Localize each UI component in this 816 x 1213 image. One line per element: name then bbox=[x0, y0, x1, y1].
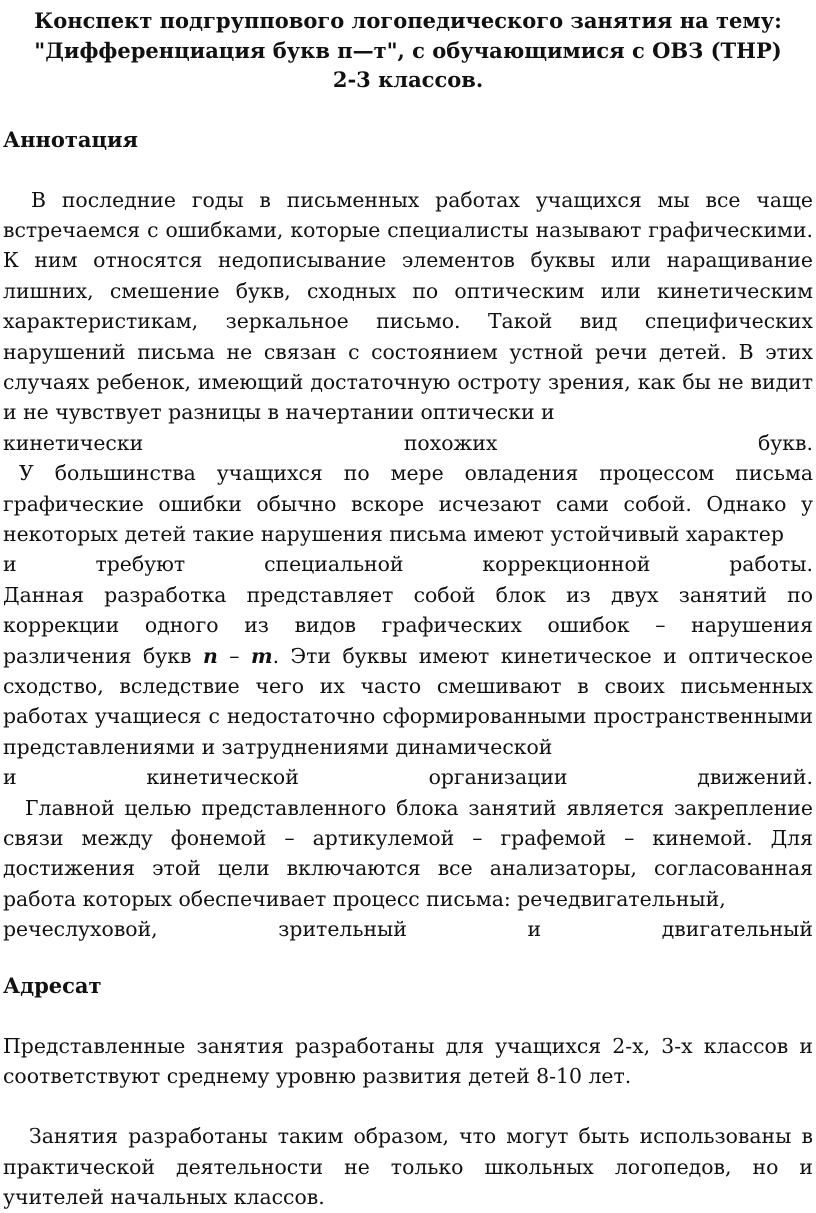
section-heading-annotation: Аннотация bbox=[3, 126, 139, 152]
word: специальной bbox=[264, 552, 404, 577]
word: и bbox=[527, 917, 542, 942]
annotation-paragraph-3-last-line bbox=[3, 762, 813, 792]
annotation-paragraph-2-last-line bbox=[3, 549, 813, 579]
word: похожих bbox=[403, 430, 498, 455]
section-heading-adresat: Адресат bbox=[3, 972, 102, 998]
word: коррекционной bbox=[482, 552, 651, 577]
annotation-paragraph-2 bbox=[3, 458, 813, 549]
annotation-paragraph-1 bbox=[3, 185, 813, 428]
word: кинетически bbox=[3, 430, 144, 455]
letter-p: п bbox=[202, 643, 218, 668]
letter-dash: – bbox=[229, 643, 240, 668]
annotation-paragraph-4 bbox=[3, 793, 813, 915]
adresat-paragraph-2: Занятия разработаны таким образом, что могут быть использованы в практической деятельности не только школьных логопедов, но и учителей начальных классов. bbox=[3, 1124, 813, 1210]
word: и bbox=[3, 765, 17, 790]
word: и bbox=[3, 552, 17, 577]
word: организации bbox=[428, 765, 568, 790]
annotation-paragraph-4-text: Главной целью представленного блока занятий является закрепление связи между фонемой – артикулемой – графемой – кинемой. Для достижения этой цели включаются все анализаторы, согласованная работа которых обеспечивает процесс письма: речедвигательный, bbox=[3, 795, 813, 911]
annotation-paragraph-4-last-line bbox=[3, 914, 813, 944]
document-title: Конспект подгруппового логопедического занятия на тему: "Дифференциация букв п—т", с обучающимися с ОВЗ (ТНР) 2-3 классов. bbox=[34, 8, 782, 92]
annotation-paragraph-1-last-line bbox=[3, 428, 813, 458]
word: работы. bbox=[729, 552, 813, 577]
annotation-paragraph-3-text-start: Данная разработка представляет собой блок из двух занятий по коррекции одного из видов графических ошибок – нарушения различения букв bbox=[3, 582, 813, 668]
word: зрительный bbox=[278, 917, 407, 942]
word: речеслуховой, bbox=[3, 917, 158, 942]
annotation-paragraph-3-text-end: . Эти буквы имеют кинетическое и оптическое сходство, вследствие чего их часто смешивают в своих письменных работах учащиеся с недостаточно сформированными пространственными представлениями и затруднениями динамической bbox=[3, 643, 814, 759]
annotation-paragraph-2-text: У большинства учащихся по мере овладения процессом письма графические ошибки обычно вскоре исчезают сами собой. Однако у некоторых детей такие нарушения письма имеют устойчивый характер bbox=[3, 461, 813, 546]
word: букв. bbox=[758, 430, 813, 455]
annotation-paragraph-3 bbox=[3, 580, 813, 762]
word: требуют bbox=[95, 552, 186, 577]
annotation-paragraph-1-text: В последние годы в письменных работах учащихся мы все чаще встречаемся с ошибками, которые специалисты называют графическими. К ним относятся недописывание элементов буквы или наращивание лишних, смешение букв, сходных по оптическим или кинетическим характеристикам, зеркальное письмо. Такой вид специфических нарушений письма не связан с состоянием устной речи детей. В этих случаях ребенок, имеющий достаточную остроту зрения, как бы не видит и не чувствует разницы в начертании оптически и bbox=[3, 187, 813, 425]
word: двигательный bbox=[661, 917, 813, 942]
word: движений. bbox=[697, 765, 813, 790]
letter-t: т bbox=[250, 643, 273, 668]
adresat-paragraph-1: Представленные занятия разработаны для учащихся 2-х, 3-х классов и соответствуют среднему уровню развития детей 8-10 лет. bbox=[3, 1033, 813, 1089]
word: кинетической bbox=[146, 765, 299, 790]
